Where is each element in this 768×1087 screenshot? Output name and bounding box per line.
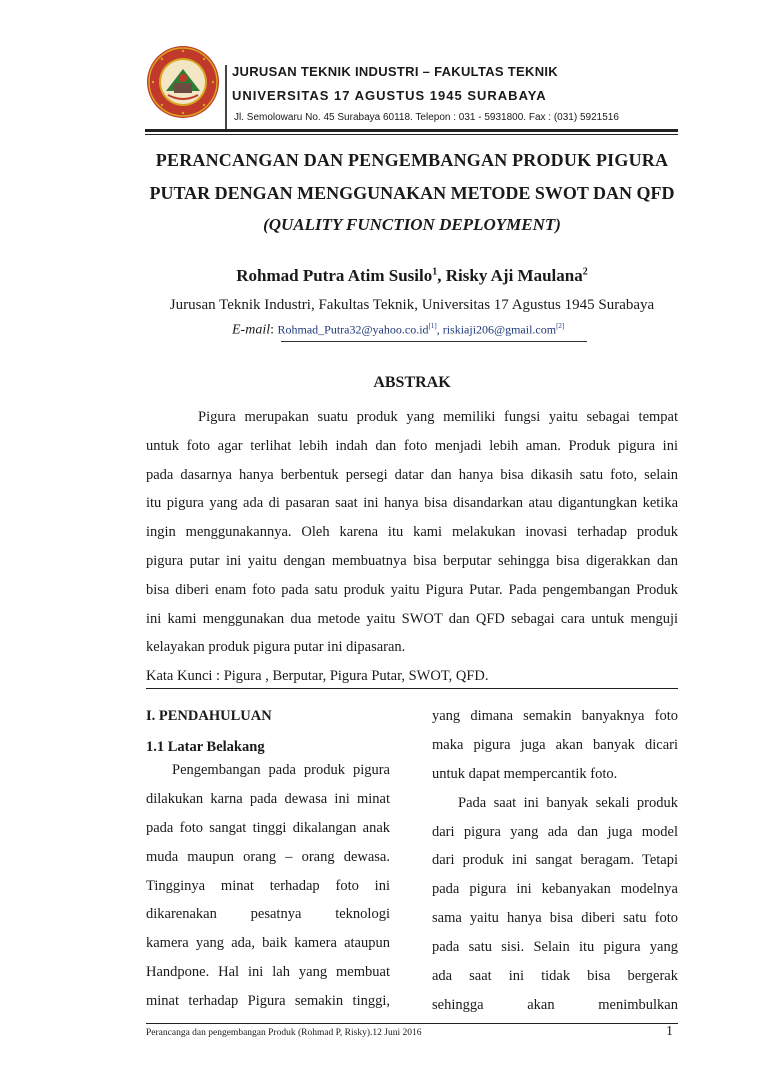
right-column-text xyxy=(432,702,678,1020)
author-2: Risky Aji Maulana xyxy=(445,266,583,285)
left-column xyxy=(146,704,390,1016)
column-line: pada foto sangat tinggi dikalangan anak xyxy=(146,819,390,836)
column-line: Tingginya minat terhadap foto ini xyxy=(146,877,390,894)
header-address: Jl. Semolowaru No. 45 Surabaya 60118. Telepon : 031 - 5931800. Fax : (031) 5921516 xyxy=(234,112,619,123)
university-logo xyxy=(146,45,220,119)
column-line: ada saat ini tidak bisa bergerak xyxy=(432,968,678,985)
keywords-rule xyxy=(146,688,678,689)
header-university: UNIVERSITAS 17 AGUSTUS 1945 SURABAYA xyxy=(232,88,547,103)
column-line: pada satu sisi. Selain itu pigura yang xyxy=(432,939,678,956)
author-2-affil: 2 xyxy=(582,266,588,278)
column-line: sehingga akan menimbulkan xyxy=(432,996,678,1013)
keywords: Kata Kunci : Pigura , Berputar, Pigura Putar, SWOT, QFD. xyxy=(146,668,489,684)
column-line: Pada saat ini banyak sekali produk xyxy=(458,794,678,811)
abstract-line: untuk foto agar terlihat lebih indah dan foto menjadi lebih aman. Produk pigura ini xyxy=(146,437,678,454)
column-line: dari pigura yang ada dan juga model xyxy=(432,823,678,840)
abstract-line: bisa diberi enam foto pada satu produk yaitu Pigura Putar. Pada pengembangan Produk xyxy=(146,581,678,598)
header-department: JURUSAN TEKNIK INDUSTRI – FAKULTAS TEKNIK xyxy=(232,64,558,79)
author-list: Rohmad Putra Atim Susilo$^1$, Risky Aji Maulana$^2$ xyxy=(236,266,588,285)
author-1-affil: 1 xyxy=(432,266,438,278)
paper-title-line1: PERANCANGAN DAN PENGEMBANGAN PRODUK PIGURA xyxy=(155,150,669,170)
page-number: 1 xyxy=(666,1024,673,1039)
paper-title-line2: PUTAR DENGAN MENGGUNAKAN METODE SWOT DAN QFD xyxy=(149,183,675,203)
column-line: muda maupun orang – orang dewasa. xyxy=(146,848,390,865)
abstract-line: kelayakan produk pigura putar ini dipasaran. xyxy=(146,639,406,656)
column-line: dilakukan karna pada dewasa ini minat xyxy=(146,790,390,807)
header-divider xyxy=(225,65,227,129)
column-line: Handpone. Hal ini lah yang membuat xyxy=(146,964,390,981)
header-rule-thick xyxy=(145,129,678,132)
column-line: dikarenakan pesatnya teknologi xyxy=(146,906,390,923)
abstract-line: pigura putar ini yaitu dengan membuatnya bisa berputar sehingga bisa digerakkan dan xyxy=(146,552,678,569)
column-line: yang dimana semakin banyaknya foto xyxy=(432,708,678,724)
footer-rule xyxy=(146,1023,678,1024)
email-label: E-mail xyxy=(232,322,271,338)
column-line: untuk dapat mempercantik foto. xyxy=(432,765,618,782)
abstract-heading: ABSTRAK xyxy=(373,374,451,391)
left-column-text xyxy=(146,756,390,1016)
column-line: minat terhadap Pigura semakin tinggi, xyxy=(146,993,390,1010)
abstract-body xyxy=(146,403,678,662)
column-line: Pengembangan pada produk pigura xyxy=(172,762,390,778)
column-line: pada pigura ini kebanyakan modelnya xyxy=(432,881,678,898)
email-link-1[interactable]: Rohmad_Putra32@yahoo.co.id xyxy=(277,322,429,337)
email-link-2[interactable]: riskiaji206@gmail.com xyxy=(442,322,557,337)
email-underline xyxy=(281,341,587,342)
paper-title-line3: (QUALITY FUNCTION DEPLOYMENT) xyxy=(263,215,561,234)
author-1: Rohmad Putra Atim Susilo xyxy=(236,266,433,285)
abstract-line: pada dasarnya hanya berbentuk persegi datar dan hanya bisa dikasih satu foto, selain xyxy=(146,466,678,483)
header-rule-thin xyxy=(145,134,678,135)
affiliation: Jurusan Teknik Industri, Fakultas Teknik, Universitas 17 Agustus 1945 Surabaya xyxy=(169,297,655,313)
column-line: sama yaitu hanya bisa diberi satu foto xyxy=(432,910,678,927)
subsection-heading: 1.1 Latar Belakang xyxy=(146,739,265,755)
column-line: maka pigura juga akan banyak dicari xyxy=(432,736,678,753)
footer-text: Perancanga dan pengembangan Produk (Rohmad P, Risky).12 Juni 2016 xyxy=(146,1028,422,1038)
column-line: kamera yang ada, baik kamera ataupun xyxy=(146,935,390,952)
abstract-line: ini kami menggunakan dua metode yaitu SWOT dan QFD sebagai cara untuk menguji xyxy=(146,610,678,627)
abstract-line: ingin menggunakannya. Oleh karena itu kami melakukan inovasi terhadap produk xyxy=(146,524,678,541)
abstract-line: Pigura merupakan suatu produk yang memiliki fungsi yaitu sebagai tempat xyxy=(198,409,678,425)
abstract-line: itu pigura yang ada di pasaran saat ini hanya bisa disandarkan atau digantungkan ketika xyxy=(146,495,678,512)
email-line: E-mail: Rohmad_Putra32@yahoo.co.id[1], riskiaji206@gmail.com[2] xyxy=(232,322,565,338)
section-heading: I. PENDAHULUAN xyxy=(146,708,272,724)
right-column xyxy=(432,704,678,1020)
column-line: dari produk ini sangat beragam. Tetapi xyxy=(432,852,678,869)
